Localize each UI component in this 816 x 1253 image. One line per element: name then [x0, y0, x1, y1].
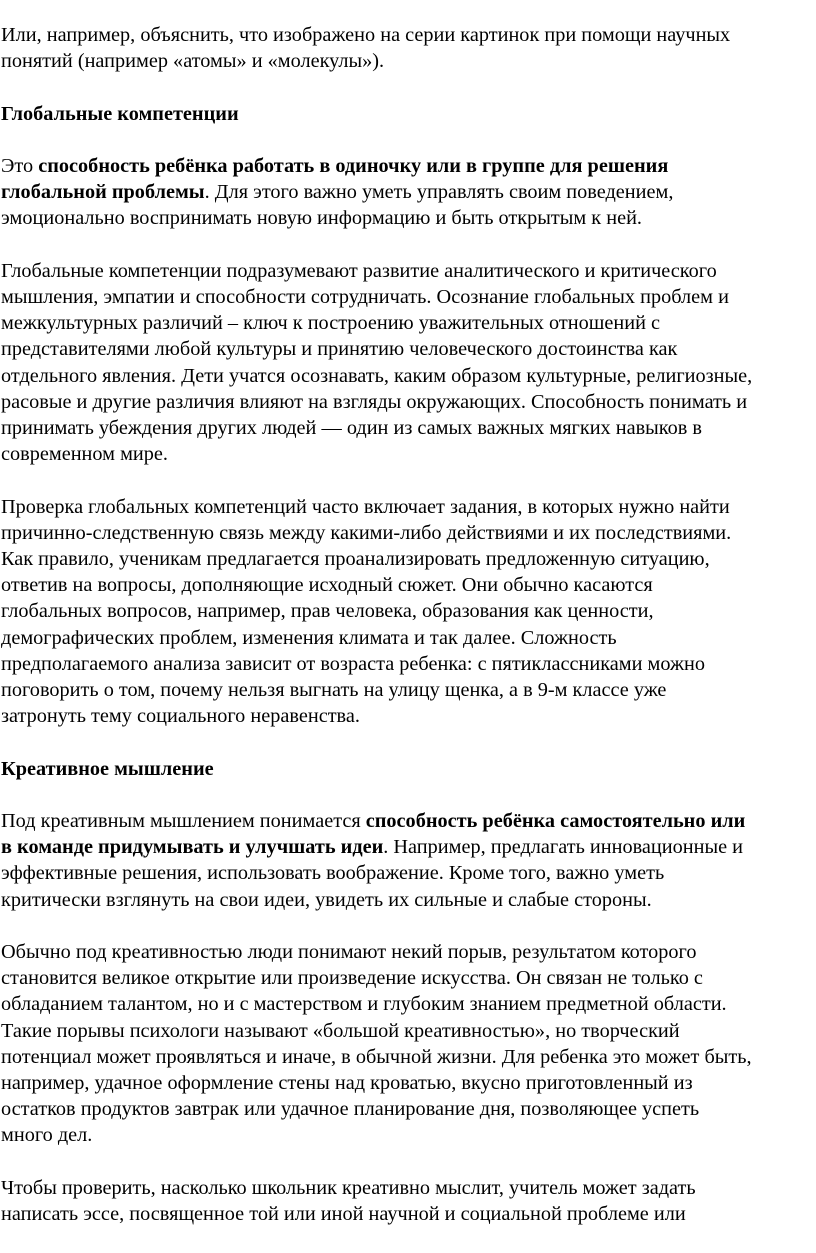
paragraph-creative-everyday: Обычно под креативностью люди понимают некий порыв, результатом которого становится великое открытие или произведение искусства. Он связан не только с обладанием талантом, но и с мастерством и глубоким знанием предметной области. Такие порывы психологи называют «большой креативностью», но творческий потенциал может проявляться и иначе, в обычной жизни. Для ребенка это может быть, например, удачное оформление стены над кроватью, вкусно приготовленный из остатков продуктов завтрак или удачное планирование дня, позволяющее успеть много дел. [1, 941, 752, 1147]
paragraph-global-assessment: Проверка глобальных компетенций часто включает задания, в которых нужно найти причинно-следственную связь между какими-либо действиями и их последствиями. Как правило, ученикам предлагается проанализировать предложенную ситуацию, ответив на вопросы, дополняющие исходный сюжет. Они обычно касаются глобальных вопросов, например, прав человека, образования как ценности, демографических проблем, изменения климата и так далее. Сложность предполагаемого анализа зависит от возраста ребенка: с пятиклассниками можно поговорить о том, почему нельзя выгнать на улицу щенка, а в 9-м классе уже затронуть тему социального неравенства. [1, 495, 732, 728]
paragraph-creative-definition-bold: способность ребёнка самостоятельно или в команде придумывать и улучшать идеи [1, 810, 746, 859]
heading-creative-thinking: Креативное мышление [1, 757, 214, 780]
paragraph-global-development: Глобальные компетенции подразумевают развитие аналитического и критического мышления, эмпатии и способности сотрудничать. Осознание глобальных проблем и межкультурных различий – ключ к построению уважительных отношений с представителями любой культуры и принятию человеческого достоинства как отдельного явления. Дети учатся осознавать, каким образом культурные, религиозные, расовые и другие различия влияют на взгляды окружающих. Способность понимать и принимать убеждения других людей — один из самых важных мягких навыков в современном мире. [1, 259, 753, 466]
paragraph-creative-assessment: Чтобы проверить, насколько школьник креативно мыслит, учитель может задать написать эссе, посвященное той или иной научной и социальной проблеме или [1, 1176, 696, 1226]
document-page [0, 22, 816, 1253]
paragraph-intro: Или, например, объяснить, что изображено на серии картинок при помощи научных понятий (например «атомы» и «молекулы»). [1, 24, 731, 73]
paragraph-global-definition-bold: способность ребёнка работать в одиночку или в группе для решения глобальной проблемы [1, 154, 669, 204]
paragraph-global-definition-lead: Это [1, 154, 39, 177]
heading-global-competencies: Глобальные компетенции [1, 102, 239, 125]
paragraph-creative-definition-tail: . Например, предлагать инновационные и эффективные решения, использовать воображение. Кроме того, важно уметь критически взглянуть на свои идеи, увидеть их сильные и слабые стороны. [1, 836, 744, 911]
paragraph-global-definition-tail: . Для этого важно уметь управлять своим поведением, эмоционально воспринимать новую информацию и быть открытым к ней. [1, 181, 674, 230]
paragraph-creative-definition-lead: Под креативным мышлением понимается [1, 810, 366, 832]
paragraph-global-definition [0, 153, 816, 232]
paragraph-creative-definition [0, 808, 816, 913]
